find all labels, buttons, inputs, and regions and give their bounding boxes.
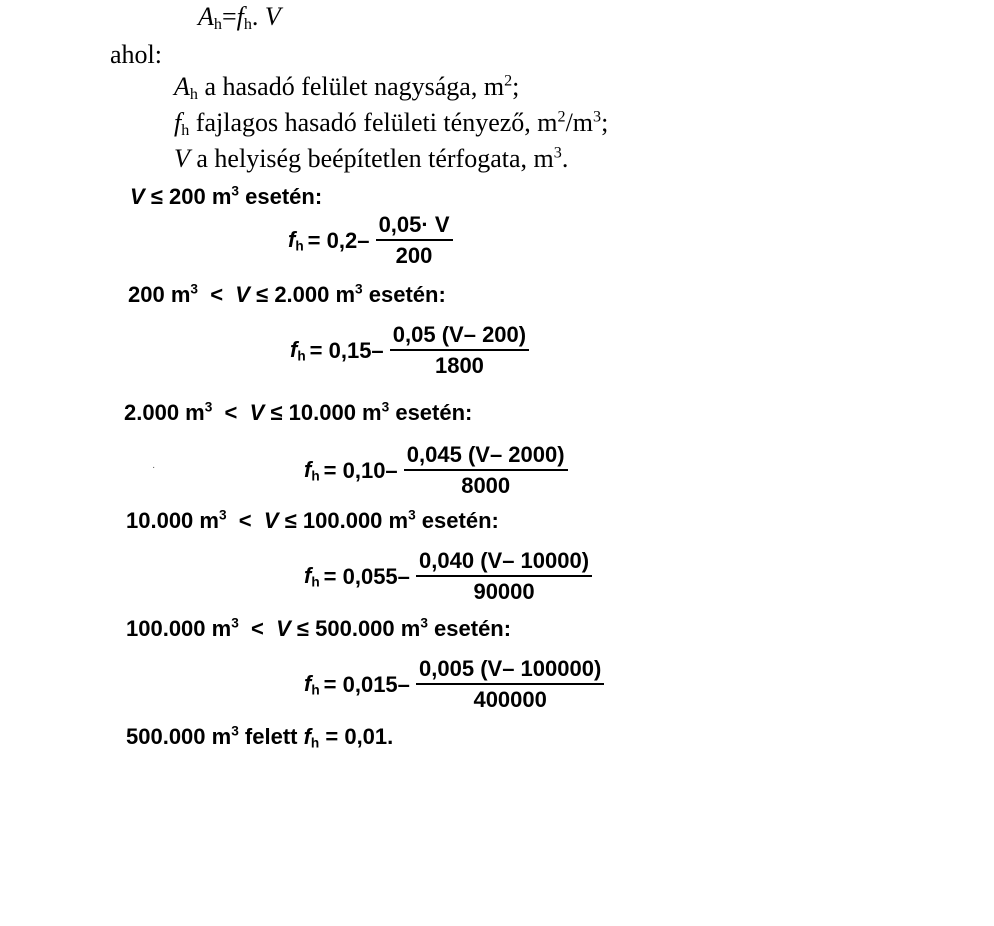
formula-fraction	[404, 442, 568, 499]
condition-relation: ≤	[270, 400, 283, 425]
formula-denominator: 200	[395, 243, 433, 268]
formula-sub: h	[295, 238, 304, 254]
definition-sup: 2	[504, 72, 513, 90]
case-formula-4	[304, 548, 592, 605]
definition-sup: 2	[557, 108, 566, 126]
formula-sub: h	[311, 468, 320, 484]
formula-numerator: 0,045 (V– 2000)	[404, 442, 568, 471]
condition-relation: <	[238, 508, 252, 533]
condition-variable: V	[249, 400, 265, 425]
case-formula-5	[304, 656, 604, 713]
final-f: f	[303, 724, 311, 749]
condition-bound-sup: 3	[408, 507, 416, 523]
formula-sub: h	[311, 682, 320, 698]
condition-lower-sup: 3	[231, 615, 239, 631]
definition-symbol-sub: h	[189, 86, 198, 104]
formula-rhs: = 0,10–	[323, 457, 398, 483]
formula-f: f	[288, 227, 296, 253]
case-condition-5	[126, 616, 511, 642]
condition-relation: <	[210, 282, 224, 307]
formula-numerator: 0,040 (V– 10000)	[416, 548, 592, 577]
formula-f: f	[304, 671, 312, 697]
formula-numerator: 0,005 (V– 100000)	[416, 656, 604, 685]
definition-text: fajlagos hasadó felületi tényező, m	[195, 108, 558, 137]
formula-sub: h	[311, 574, 320, 590]
condition-bound: 100.000 m	[302, 508, 409, 533]
condition-bound-sup: 3	[355, 281, 363, 297]
main-formula-f: f	[236, 2, 244, 31]
condition-lower: 10.000 m	[126, 508, 219, 533]
main-formula	[198, 2, 281, 34]
condition-bound: 200 m	[169, 184, 232, 209]
case-condition-2	[128, 282, 446, 308]
formula-rhs: = 0,15–	[309, 337, 384, 363]
condition-relation: ≤	[296, 616, 309, 641]
condition-suffix: esetén:	[434, 616, 512, 641]
formula-fraction	[376, 212, 453, 269]
final-sub: h	[310, 735, 320, 751]
condition-bound: 500.000 m	[315, 616, 421, 641]
condition-lower: 100.000 m	[126, 616, 232, 641]
condition-lower-sup: 3	[204, 399, 213, 415]
condition-lower: 200 m	[128, 282, 191, 307]
definition-symbol: A	[174, 72, 190, 101]
formula-fraction	[416, 656, 604, 713]
main-formula-v: V	[264, 2, 281, 31]
condition-relation: ≤	[256, 282, 269, 307]
definition-sup2: 3	[593, 108, 602, 126]
condition-relation: ≤	[284, 508, 297, 533]
main-formula-f-sub: h	[243, 16, 252, 34]
case-condition-1	[130, 184, 322, 210]
case-condition-4	[126, 508, 499, 534]
formula-numerator: 0,05· V	[376, 212, 453, 241]
definition-v	[174, 144, 568, 174]
condition-relation: <	[251, 616, 264, 641]
formula-denominator: 90000	[473, 579, 535, 604]
main-formula-dot: .	[251, 2, 259, 31]
main-formula-eq: =	[221, 2, 237, 31]
formula-f: f	[304, 457, 312, 483]
case-formula-3	[304, 442, 568, 499]
case-formula-1	[288, 212, 453, 269]
main-formula-lhs: A	[198, 2, 214, 31]
condition-variable: V	[130, 184, 145, 209]
definition-fh	[174, 108, 608, 140]
condition-relation: ≤	[150, 184, 163, 209]
condition-suffix: esetén:	[395, 400, 473, 425]
condition-suffix: esetén:	[245, 184, 323, 209]
condition-relation: <	[224, 400, 238, 425]
condition-lower-sup: 3	[218, 507, 227, 523]
final-rhs: = 0,01.	[325, 724, 394, 749]
condition-variable: V	[276, 616, 291, 641]
formula-rhs: = 0,055–	[323, 563, 410, 589]
formula-f: f	[304, 563, 312, 589]
scan-speck: ·	[152, 462, 156, 473]
ahol-label: ahol:	[110, 40, 162, 69]
condition-bound-sup: 3	[231, 183, 239, 199]
final-lower-sup: 3	[231, 723, 239, 739]
condition-variable: V	[235, 282, 250, 307]
final-lower: 500.000 m	[126, 724, 232, 749]
formula-numerator: 0,05 (V– 200)	[390, 322, 529, 351]
definition-text: a helyiség beépítetlen térfogata, m	[196, 144, 554, 173]
formula-fraction	[390, 322, 529, 379]
main-formula-lhs-sub: h	[213, 16, 222, 34]
definition-tail: .	[561, 144, 569, 173]
final-condition	[126, 724, 393, 750]
condition-bound: 10.000 m	[288, 400, 382, 425]
condition-suffix: esetén:	[368, 282, 446, 307]
definition-mid: /m	[565, 108, 594, 137]
definition-symbol: f	[174, 108, 182, 137]
definition-sup: 3	[553, 144, 562, 162]
formula-fraction	[416, 548, 592, 605]
condition-variable: V	[263, 508, 279, 533]
condition-bound-sup: 3	[381, 399, 390, 415]
definition-tail: ;	[601, 108, 609, 137]
definition-ah	[174, 72, 519, 104]
definition-symbol: V	[174, 144, 190, 173]
definition-tail: ;	[512, 72, 520, 101]
formula-denominator: 8000	[461, 473, 511, 498]
definition-text: a hasadó felület nagysága, m	[204, 72, 505, 101]
definition-symbol-sub: h	[181, 122, 190, 140]
formula-denominator: 1800	[434, 353, 484, 378]
final-mid: felett	[244, 724, 298, 749]
condition-lower: 2.000 m	[124, 400, 205, 425]
condition-suffix: esetén:	[421, 508, 499, 533]
formula-rhs: = 0,2–	[307, 227, 370, 253]
formula-sub: h	[297, 348, 306, 364]
condition-bound: 2.000 m	[274, 282, 356, 307]
formula-denominator: 400000	[473, 687, 547, 712]
condition-lower-sup: 3	[190, 281, 198, 297]
case-condition-3	[124, 400, 472, 426]
condition-bound-sup: 3	[420, 615, 428, 631]
formula-f: f	[290, 337, 298, 363]
case-formula-2	[290, 322, 529, 379]
formula-rhs: = 0,015–	[323, 671, 410, 697]
